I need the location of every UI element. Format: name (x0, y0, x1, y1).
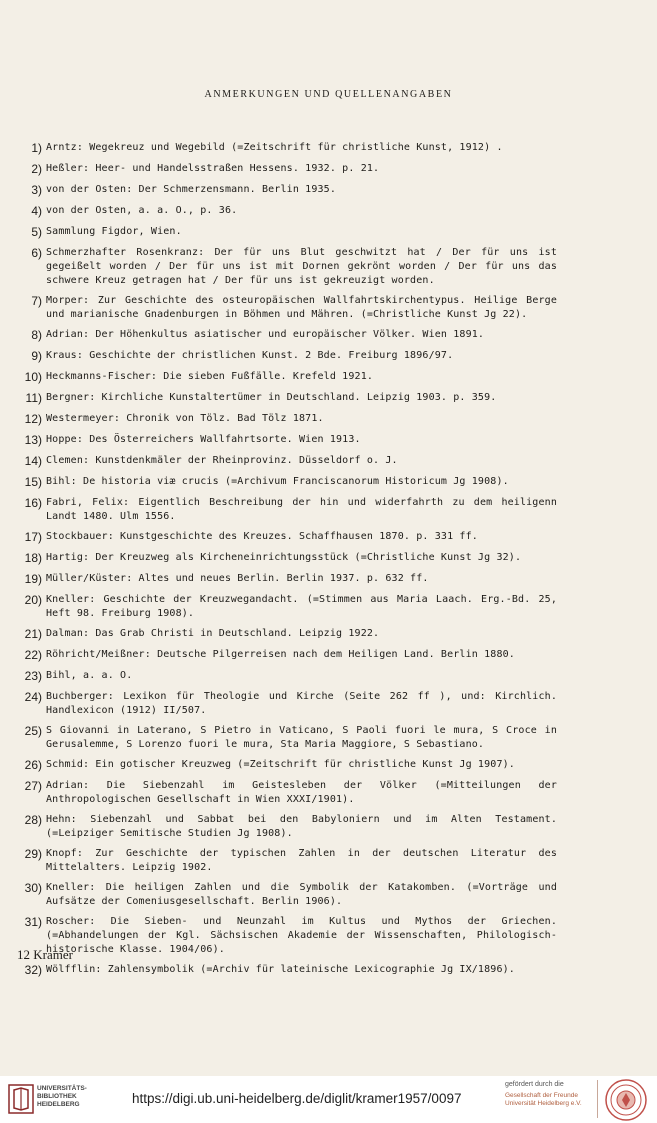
note-text: Müller/Küster: Altes und neues Berlin. Berlin 1937. p. 632 ff. (46, 573, 429, 584)
note-text: Heßler: Heer- und Handelsstraßen Hessens. 1932. p. 21. (46, 163, 380, 174)
note-number: 29) (24, 847, 42, 861)
note-item (12, 183, 557, 198)
note-item (12, 370, 557, 385)
note-number: 4) (31, 204, 42, 218)
note-text: Hehn: Siebenzahl und Sabbat bei den Babyloniern und im Alten Testament. (=Leipziger Semitische Studien Jg 1908). (46, 814, 557, 839)
note-text: Roscher: Die Sieben- und Neunzahl im Kultus und Mythos der Griechen. (=Abhandelungen der Kgl. Sächsischen Akademie der Wissenschaften, Philologisch-historische Klasse. 1904/06). (46, 916, 557, 955)
note-text: Dalman: Das Grab Christi in Deutschland. Leipzig 1922. (46, 628, 380, 639)
note-text: Stockbauer: Kunstgeschichte des Kreuzes. Schaffhausen 1870. p. 331 ff. (46, 531, 478, 542)
note-item (12, 141, 557, 156)
note-number: 21) (24, 627, 42, 641)
note-item (12, 433, 557, 448)
note-number: 8) (31, 328, 42, 342)
note-text: S Giovanni in Laterano, S Pietro in Vaticano, S Paoli fuori le mura, S Croce in Gerusalemme, S Lorenzo fuori le mura, Sta Maria Maggiore, S Sebastiano. (46, 725, 557, 750)
note-item (12, 204, 557, 219)
note-number: 19) (24, 572, 42, 586)
library-name (37, 1085, 87, 1109)
note-item (12, 530, 557, 545)
note-item (12, 551, 557, 566)
note-text: Hartig: Der Kreuzweg als Kircheneinrichtungsstück (=Christliche Kunst Jg 32). (46, 552, 522, 563)
note-item (12, 162, 557, 177)
note-item (12, 593, 557, 621)
note-item (12, 627, 557, 642)
note-text: Hoppe: Des Österreichers Wallfahrtsorte. Wien 1913. (46, 434, 361, 445)
footer-divider (597, 1080, 598, 1118)
note-number: 22) (24, 648, 42, 662)
note-text: Bergner: Kirchliche Kunstaltertümer in Deutschland. Leipzig 1903. p. 359. (46, 392, 497, 403)
note-number: 11) (25, 391, 42, 405)
note-number: 15) (24, 475, 42, 489)
note-item (12, 572, 557, 587)
note-number: 1) (31, 141, 42, 155)
note-text: von der Osten, a. a. O., p. 36. (46, 205, 238, 216)
note-number: 2) (31, 162, 42, 176)
note-text: Fabri, Felix: Eigentlich Beschreibung der hin und widerfahrth zu dem heiligenn Landt 1480. Ulm 1556. (46, 497, 557, 522)
sponsor-line: Universität Heidelberg e.V. (505, 1100, 582, 1107)
sponsor-head: gefördert durch die (505, 1081, 564, 1088)
note-number: 27) (24, 779, 42, 793)
note-item (12, 963, 557, 978)
note-text: Bihl, a. a. O. (46, 670, 133, 681)
note-text: Clemen: Kunstdenkmäler der Rheinprovinz. Düsseldorf o. J. (46, 455, 398, 466)
university-seal-icon (604, 1078, 648, 1122)
note-number: 20) (24, 593, 42, 607)
note-number: 7) (31, 294, 42, 308)
note-number: 23) (24, 669, 42, 683)
footer-bar (0, 1076, 657, 1123)
notes-list (12, 141, 557, 984)
note-number: 26) (24, 758, 42, 772)
note-item (12, 391, 557, 406)
note-number: 31) (24, 915, 42, 929)
note-item (12, 758, 557, 773)
library-line: BIBLIOTHEK (37, 1093, 77, 1100)
note-number: 28) (24, 813, 42, 827)
note-text: Sammlung Figdor, Wien. (46, 226, 182, 237)
note-item (12, 915, 557, 957)
note-item (12, 648, 557, 663)
note-item (12, 412, 557, 427)
sponsor-block (505, 1081, 593, 1108)
note-text: Kraus: Geschichte der christlichen Kunst. 2 Bde. Freiburg 1896/97. (46, 350, 454, 361)
note-item (12, 669, 557, 684)
signature-mark: 12 Kramer (17, 947, 73, 962)
note-text: Buchberger: Lexikon für Theologie und Kirche (Seite 262 ff ), und: Kirchlich. Handlexicon (1912) II/507. (46, 691, 557, 716)
note-number: 6) (31, 246, 42, 260)
note-item (12, 847, 557, 875)
note-item (12, 294, 557, 322)
note-text: von der Osten: Der Schmerzensmann. Berlin 1935. (46, 184, 337, 195)
note-number: 32) (24, 963, 42, 977)
sponsor-line: Gesellschaft der Freunde (505, 1092, 578, 1099)
note-item (12, 475, 557, 490)
note-item (12, 328, 557, 343)
note-text: Wölfflin: Zahlensymbolik (=Archiv für lateinische Lexicographie Jg IX/1896). (46, 964, 515, 975)
note-number: 18) (24, 551, 42, 565)
note-text: Westermeyer: Chronik von Tölz. Bad Tölz 1871. (46, 413, 324, 424)
note-item (12, 690, 557, 718)
note-text: Schmerzhafter Rosenkranz: Der für uns Blut geschwitzt hat / Der für uns ist gegeißelt worden / Der für uns ist mit Dornen gekrönt worden / Der für uns das schwere Kreuz getragen hat / Der für uns ist gekreuzigt worden. (46, 247, 557, 286)
library-line: UNIVERSITÄTS- (37, 1085, 87, 1092)
note-number: 9) (31, 349, 42, 363)
note-number: 30) (24, 881, 42, 895)
note-number: 17) (24, 530, 42, 544)
note-number: 14) (24, 454, 42, 468)
note-item (12, 881, 557, 909)
note-text: Röhricht/Meißner: Deutsche Pilgerreisen nach dem Heiligen Land. Berlin 1880. (46, 649, 515, 660)
note-text: Adrian: Die Siebenzahl im Geistesleben der Völker (=Mitteilungen der Anthropologischen Gesellschaft in Wien XXXI/1901). (46, 780, 557, 805)
note-number: 24) (24, 690, 42, 704)
note-item (12, 779, 557, 807)
note-text: Knopf: Zur Geschichte der typischen Zahlen in der deutschen Literatur des Mittelalters. Leipzig 1902. (46, 848, 557, 873)
note-item (12, 246, 557, 288)
note-item (12, 496, 557, 524)
note-number: 10) (24, 370, 42, 384)
note-item (12, 349, 557, 364)
note-number: 25) (24, 724, 42, 738)
note-text: Adrian: Der Höhenkultus asiatischer und europäischer Völker. Wien 1891. (46, 329, 485, 340)
note-text: Arntz: Wegekreuz und Wegebild (=Zeitschrift für christliche Kunst, 1912) . (46, 142, 503, 153)
note-number: 5) (31, 225, 42, 239)
source-url-link[interactable]: https://digi.ub.uni-heidelberg.de/diglit/kramer1957/0097 (132, 1091, 462, 1106)
note-number: 3) (31, 183, 42, 197)
note-number: 12) (24, 412, 42, 426)
library-logo-icon (8, 1084, 34, 1114)
note-item (12, 813, 557, 841)
note-text: Kneller: Die heiligen Zahlen und die Symbolik der Katakomben. (=Vorträge und Aufsätze der Comeniusgesellschaft. Berlin 1906). (46, 882, 557, 907)
note-text: Morper: Zur Geschichte des osteuropäischen Wallfahrtskirchentypus. Heilige Berge und marianische Gnadenburgen in Böhmen und Mähren. (=Christliche Kunst Jg 22). (46, 295, 557, 320)
note-item (12, 225, 557, 240)
note-text: Heckmanns-Fischer: Die sieben Fußfälle. Krefeld 1921. (46, 371, 374, 382)
note-number: 16) (24, 496, 42, 510)
note-text: Schmid: Ein gotischer Kreuzweg (=Zeitschrift für christliche Kunst Jg 1907). (46, 759, 515, 770)
note-number: 13) (24, 433, 42, 447)
page-title: ANMERKUNGEN UND QUELLENANGABEN (204, 89, 453, 100)
note-text: Bihl: De historia viæ crucis (=Archivum Franciscanorum Historicum Jg 1908). (46, 476, 509, 487)
note-text: Kneller: Geschichte der Kreuzwegandacht. (=Stimmen aus Maria Laach. Erg.-Bd. 25, Heft 98. Freiburg 1908). (46, 594, 557, 619)
library-line: HEIDELBERG (37, 1101, 80, 1108)
note-item (12, 724, 557, 752)
note-item (12, 454, 557, 469)
